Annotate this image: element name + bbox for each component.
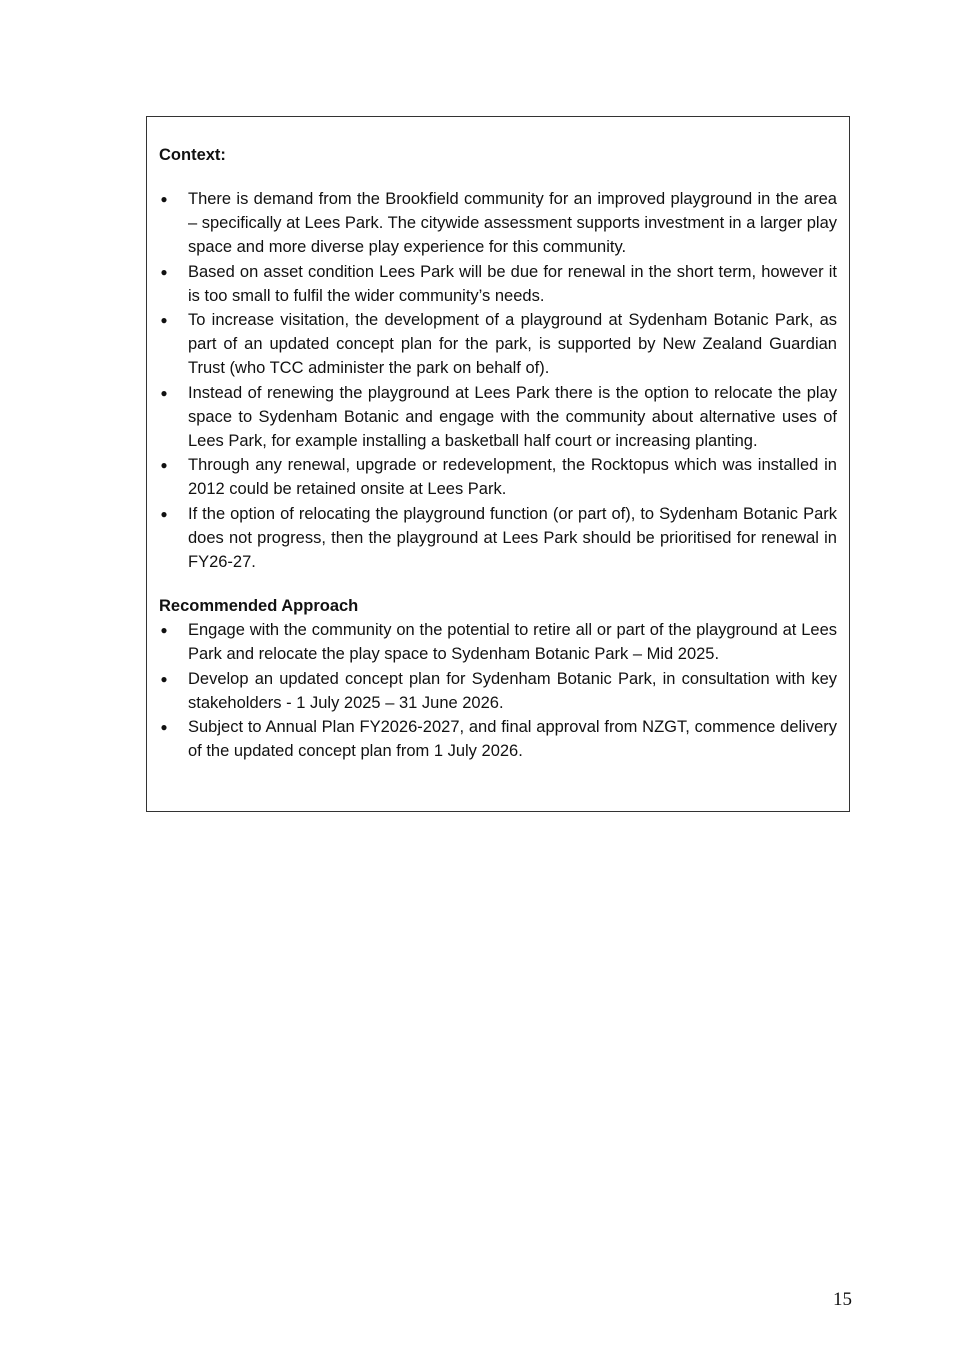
- list-item-text: If the option of relocating the playground function (or part of), to Sydenham Botanic Park does not progress, then the playground at Lees Park should be prioritised for renewal in FY26-27.: [188, 504, 837, 572]
- recommended-approach-heading: Recommended Approach: [159, 597, 359, 616]
- list-item: [159, 381, 837, 454]
- list-item: [159, 715, 837, 763]
- context-heading: Context:: [159, 146, 226, 164]
- bullet-icon: ●: [160, 720, 168, 735]
- content-box-inner: [159, 143, 837, 763]
- list-item: [159, 308, 837, 381]
- list-item-text: To increase visitation, the development of a playground at Sydenham Botanic Park, as part of an updated concept plan for the park, is supported by New Zealand Guardian Trust (who TCC administer the park on behalf of).: [188, 311, 837, 378]
- list-item: [159, 260, 837, 308]
- list-item-text: Based on asset condition Lees Park will be due for renewal in the short term, however it is too small to fulfil the wider community’s needs.: [188, 262, 837, 305]
- list-item: [159, 187, 837, 260]
- list-item-text: Subject to Annual Plan FY2026-2027, and final approval from NZGT, commence delivery of the updated concept plan from 1 July 2026.: [188, 718, 837, 761]
- list-item-text: Develop an updated concept plan for Sydenham Botanic Park, in consultation with key stakeholders - 1 July 2025 – 31 June 2026.: [188, 669, 837, 712]
- bullet-icon: ●: [160, 192, 168, 206]
- recommended-bullet-list: [159, 618, 837, 763]
- list-item: [159, 667, 837, 715]
- content-box: [146, 116, 850, 812]
- list-item: [159, 618, 837, 666]
- bullet-icon: ●: [160, 623, 168, 638]
- list-item: [159, 453, 837, 501]
- bullet-icon: ●: [160, 385, 168, 400]
- context-bullet-list: [159, 187, 837, 574]
- list-item-text: Engage with the community on the potential to retire all or part of the playground at Lees Park and relocate the play space to Sydenham Botanic Park – Mid 2025.: [188, 621, 837, 664]
- bullet-icon: ●: [160, 313, 168, 328]
- list-item-text: Instead of renewing the playground at Lees Park there is the option to relocate the play space to Sydenham Botanic and engage with the community about alternative uses of Lees Park, for example installing a basketball half court or increasing planting.: [188, 383, 837, 451]
- list-item-text: Through any renewal, upgrade or redevelopment, the Rocktopus which was installed in 2012 could be retained onsite at Lees Park.: [188, 456, 837, 499]
- bullet-icon: ●: [160, 458, 168, 473]
- bullet-icon: ●: [160, 264, 168, 279]
- list-item-text: There is demand from the Brookfield community for an improved playground in the area – specifically at Lees Park. The citywide assessment supports investment in a larger play space and more diverse play experience for this community.: [188, 190, 837, 257]
- bullet-icon: ●: [160, 671, 168, 686]
- page-number: 15: [833, 1289, 852, 1310]
- bullet-icon: ●: [160, 506, 168, 521]
- list-item: [159, 502, 837, 575]
